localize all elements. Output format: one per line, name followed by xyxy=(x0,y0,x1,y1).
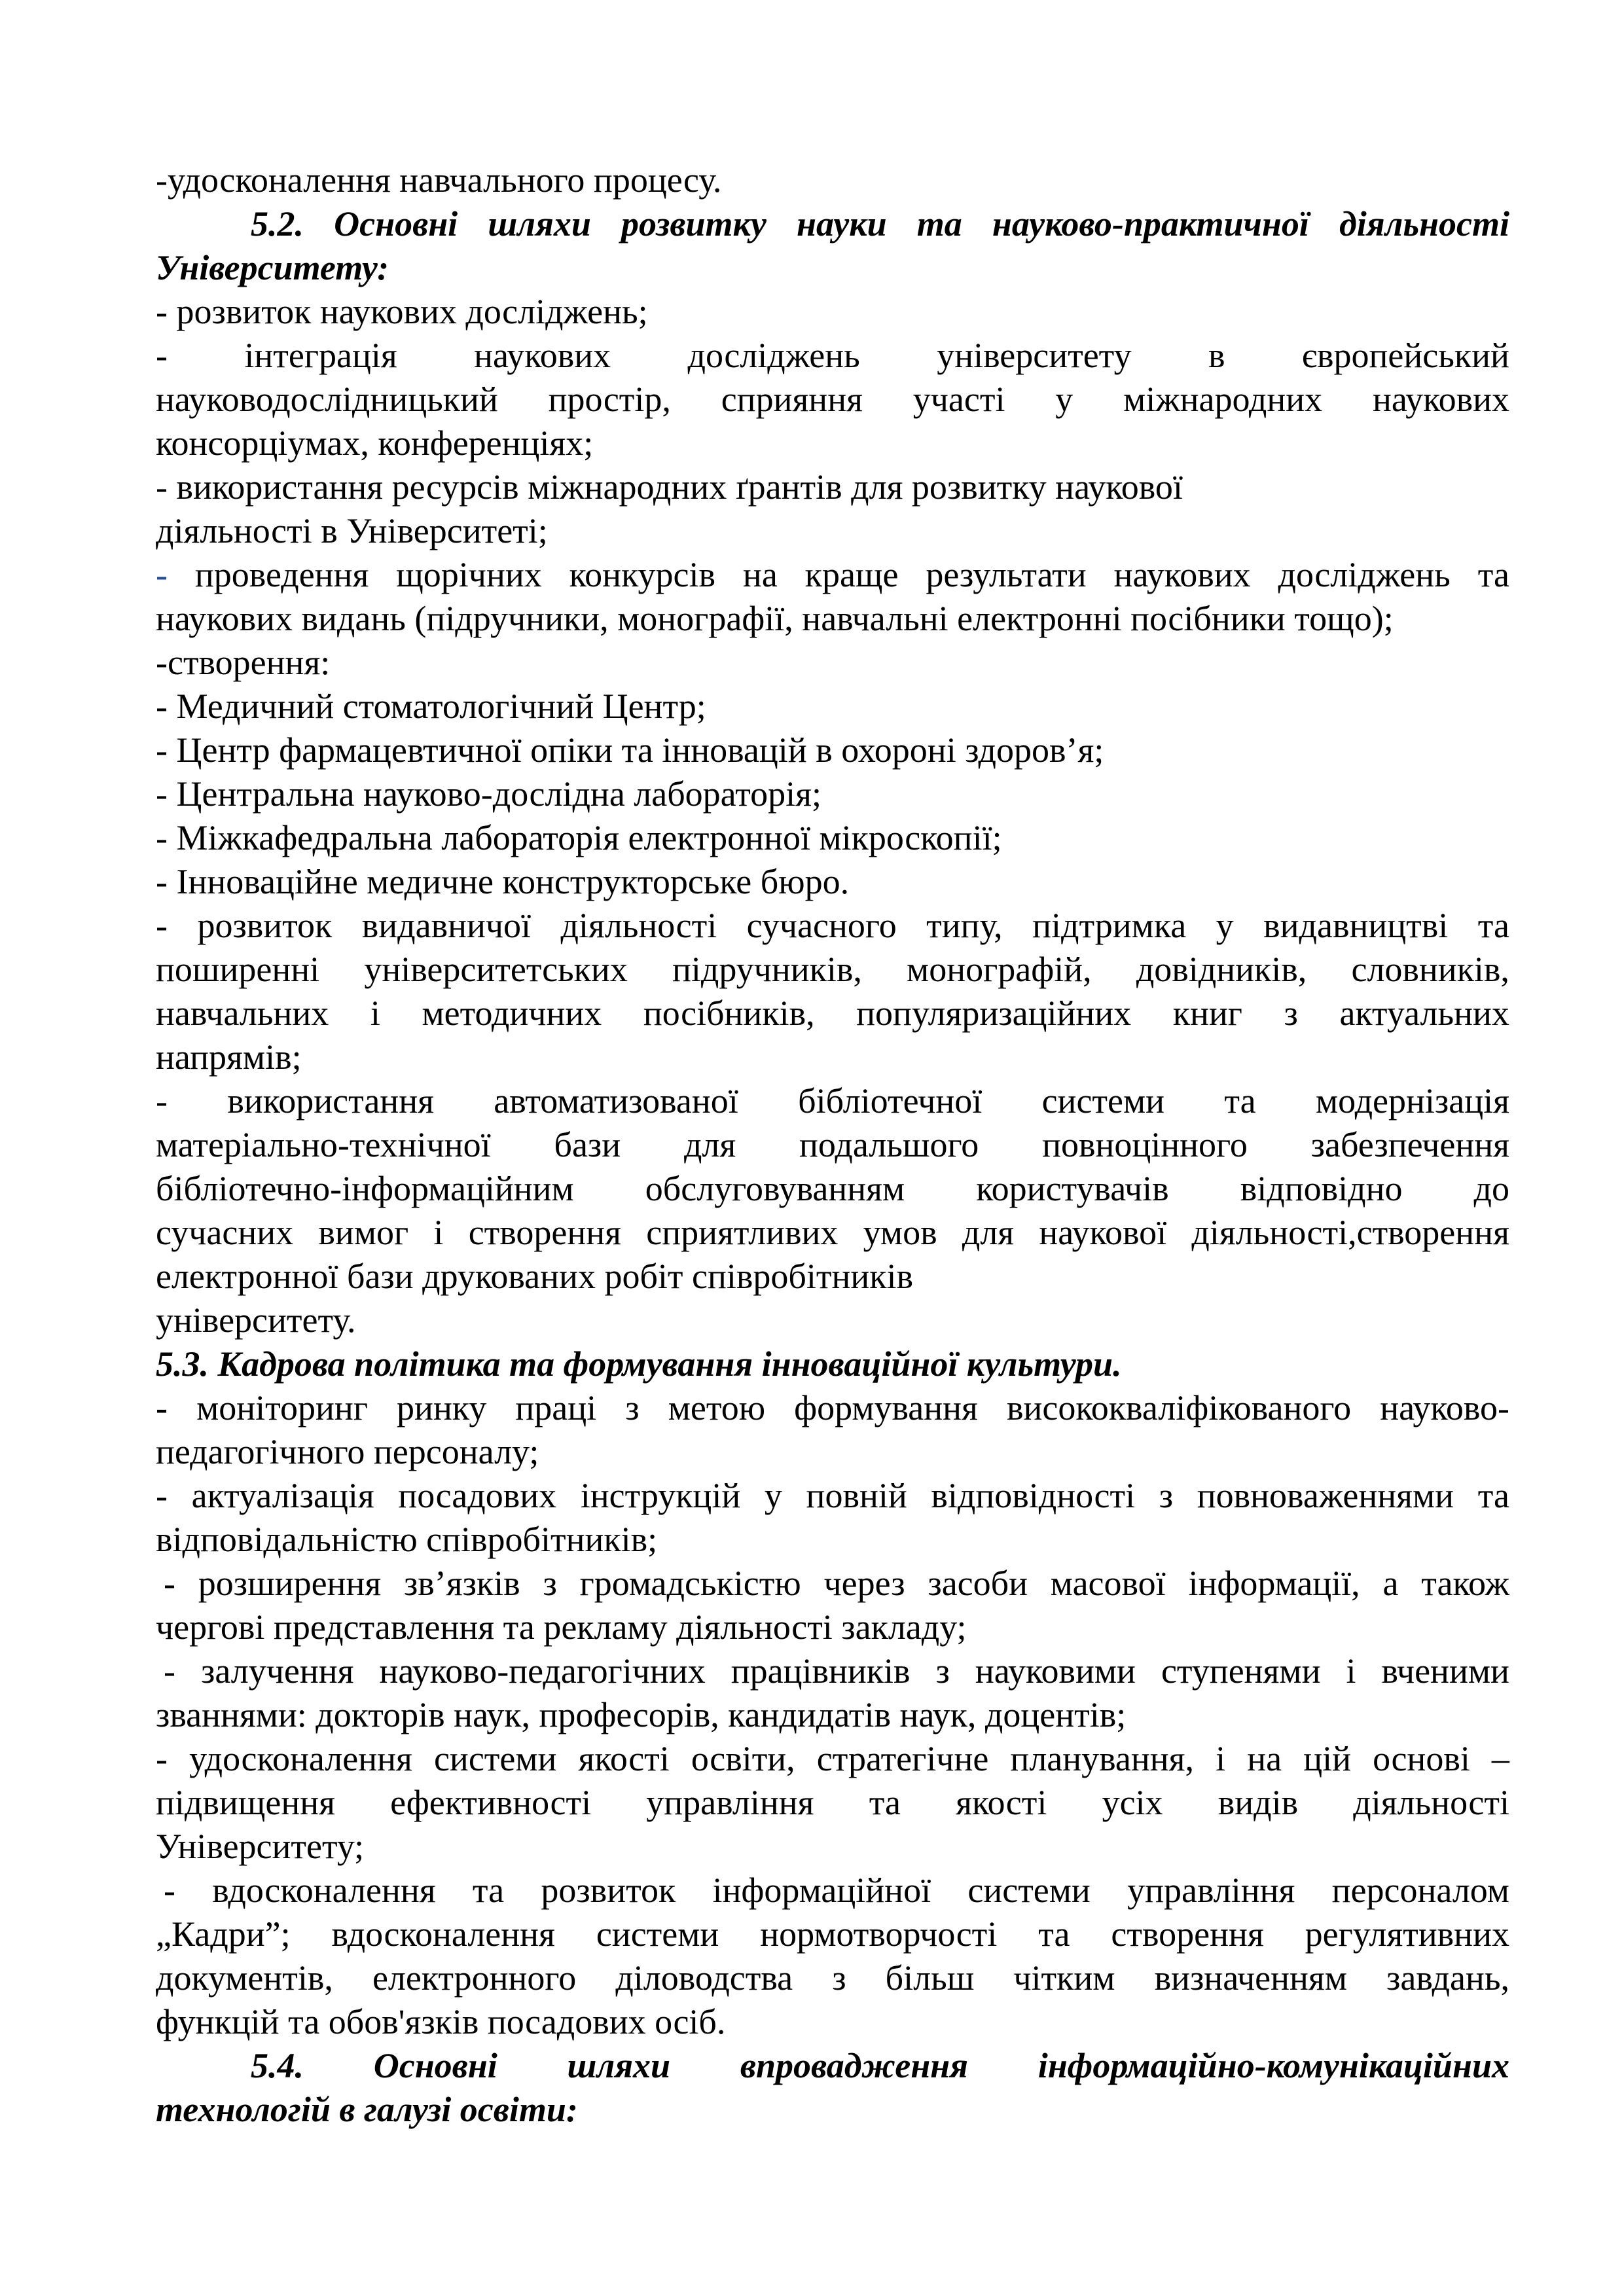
word: з xyxy=(832,1958,846,1998)
word: завдань, xyxy=(1386,1958,1509,1998)
word: міжнародних xyxy=(1123,380,1323,419)
text-line: відповідальністю співробітників; xyxy=(156,1520,658,1559)
word: ступенями xyxy=(1161,1651,1321,1691)
word: підручників, xyxy=(672,950,862,989)
word: інструкцій xyxy=(580,1476,741,1515)
word: проведення xyxy=(194,555,369,594)
word: розвиток xyxy=(541,1871,676,1910)
list-dash: - xyxy=(156,555,168,594)
word: науково- xyxy=(1380,1388,1509,1427)
word: і xyxy=(370,994,380,1033)
text-line xyxy=(156,948,1509,992)
word: та xyxy=(916,204,962,243)
word: актуальних xyxy=(1339,994,1509,1033)
text-line: званнями: докторів наук, професорів, кандидатів наук, доцентів; xyxy=(156,1695,1127,1734)
word: - xyxy=(156,1388,168,1427)
word: масової xyxy=(1050,1564,1166,1603)
word: університету xyxy=(937,336,1132,375)
word: - xyxy=(164,1651,175,1691)
word: та xyxy=(1477,555,1509,594)
text-line: педагогічного персоналу; xyxy=(156,1432,539,1471)
word: 5.4. xyxy=(251,2046,304,2085)
text-line xyxy=(156,992,1509,1035)
word: з xyxy=(935,1651,950,1691)
word: розвиток xyxy=(197,906,333,945)
word: - xyxy=(156,336,168,375)
word: та xyxy=(1477,906,1509,945)
word: для xyxy=(683,1125,736,1164)
word: науково-педагогічних xyxy=(379,1651,706,1691)
word: бази xyxy=(554,1125,621,1164)
word: до xyxy=(1473,1169,1509,1208)
word: а xyxy=(1382,1564,1399,1603)
text-line xyxy=(156,1211,1509,1255)
list-item: - Міжкафедральна лабораторія електронної мікроскопії; xyxy=(156,818,1002,857)
word: інформаційно-комунікаційних xyxy=(1038,2046,1509,2085)
word: впровадження xyxy=(740,2046,968,2085)
word: науководослідницький xyxy=(156,380,498,419)
word: щорічних xyxy=(396,555,542,594)
list-item xyxy=(156,334,1509,378)
list-item xyxy=(156,904,1509,948)
word: на xyxy=(1247,1739,1282,1778)
word: з xyxy=(1284,994,1298,1033)
word: засоби xyxy=(928,1564,1028,1603)
word: книг xyxy=(1172,994,1242,1033)
word: вимог xyxy=(318,1213,409,1252)
word: ефективності xyxy=(390,1783,592,1822)
list-item xyxy=(156,1562,1509,1605)
word: для xyxy=(962,1213,1015,1252)
word: досліджень xyxy=(1278,555,1451,594)
word: системи xyxy=(1041,1081,1165,1121)
word: 5.2. xyxy=(251,204,304,243)
word: простір, xyxy=(548,380,671,419)
word: ринку xyxy=(397,1388,487,1427)
word: вдосконалення xyxy=(331,1914,555,1954)
word: метою xyxy=(668,1388,766,1427)
text-line: діяльності в Університеті; xyxy=(156,511,548,550)
word: основі xyxy=(1373,1739,1470,1778)
list-item xyxy=(156,1474,1509,1518)
text-line: Університету; xyxy=(156,1827,365,1866)
word: шляхи xyxy=(567,2046,671,2085)
word: - xyxy=(156,1739,168,1778)
word: планування, xyxy=(1010,1739,1195,1778)
list-item: -створення: xyxy=(156,643,331,682)
word: та xyxy=(1477,1476,1509,1515)
word: науковими xyxy=(975,1651,1136,1691)
text-line: функцій та обов'язків посадових осіб. xyxy=(156,2002,726,2041)
word: видавничої xyxy=(361,906,532,945)
word: бібліотечно-інформаційним xyxy=(156,1169,574,1208)
word: конкурсів xyxy=(569,555,716,594)
word: системи xyxy=(967,1871,1091,1910)
word: сучасного xyxy=(746,906,897,945)
word: довідників, xyxy=(1136,950,1307,989)
word: навчальних xyxy=(156,994,329,1033)
word: популяризаційних xyxy=(856,994,1132,1033)
word: документів, xyxy=(156,1958,333,1998)
word: монографій, xyxy=(907,950,1092,989)
word: створення xyxy=(1111,1914,1264,1954)
list-item: - розвиток наукових досліджень; xyxy=(156,292,648,331)
word: також xyxy=(1421,1564,1509,1603)
word: і xyxy=(1346,1651,1356,1691)
word: відповідно xyxy=(1240,1169,1403,1208)
list-item: - Медичний стоматологічний Центр; xyxy=(156,687,706,726)
text-line xyxy=(156,1912,1509,1956)
list-item xyxy=(156,1869,1509,1912)
word: користувачів xyxy=(976,1169,1169,1208)
word: наукових xyxy=(1372,380,1509,419)
word: моніторинг xyxy=(196,1388,368,1427)
word: регулятивних xyxy=(1305,1914,1509,1954)
list-item: - Інноваційне медичне конструкторське бюро. xyxy=(156,862,850,901)
word: залучення xyxy=(200,1651,354,1691)
word: та xyxy=(1224,1081,1256,1121)
word: у xyxy=(1055,380,1074,419)
word: цій xyxy=(1303,1739,1352,1778)
word: діяльності xyxy=(1353,1783,1509,1822)
word: бібліотечної xyxy=(798,1081,983,1121)
word: поширенні xyxy=(156,950,320,989)
word: - xyxy=(164,1564,175,1603)
word: вдосконалення xyxy=(212,1871,436,1910)
list-item xyxy=(156,553,1509,597)
text-line xyxy=(156,378,1509,422)
document-page xyxy=(156,158,1509,2132)
word: управління xyxy=(1127,1871,1295,1910)
word: умов xyxy=(863,1213,937,1252)
word: інформаційної xyxy=(712,1871,931,1910)
word: університетських xyxy=(364,950,628,989)
word: в xyxy=(1208,336,1225,375)
word: науково-практичної xyxy=(992,204,1309,243)
word: з xyxy=(1159,1476,1174,1515)
section-heading-5-2 xyxy=(156,202,1509,246)
word: досліджень xyxy=(687,336,860,375)
text-line xyxy=(156,1123,1509,1167)
word: інтеграція xyxy=(244,336,397,375)
word: системи xyxy=(433,1739,557,1778)
word: формування xyxy=(794,1388,978,1427)
list-item xyxy=(156,1649,1509,1693)
word: відповідності xyxy=(931,1476,1136,1515)
list-item: - Центральна науково-дослідна лабораторія; xyxy=(156,774,821,814)
text-line: електронної бази друкованих робіт співробітників xyxy=(156,1257,913,1296)
word: системи xyxy=(596,1914,719,1954)
word: громадськістю xyxy=(579,1564,801,1603)
word: типу, xyxy=(926,906,1003,945)
text-line xyxy=(156,1781,1509,1825)
section-heading-5-4-end: технологій в галузі освіти: xyxy=(156,2090,578,2129)
word: видів xyxy=(1218,1783,1299,1822)
word: наукової xyxy=(1039,1213,1167,1252)
word: та xyxy=(472,1871,505,1910)
word: якості xyxy=(578,1739,670,1778)
word: і xyxy=(433,1213,444,1252)
word: на xyxy=(742,555,778,594)
word: науки xyxy=(796,204,887,243)
word: створення xyxy=(468,1213,621,1252)
word: розвитку xyxy=(621,204,767,243)
word: удосконалення xyxy=(189,1739,412,1778)
word: повній xyxy=(806,1476,907,1515)
word: повноваженнями xyxy=(1197,1476,1454,1515)
list-item xyxy=(156,1737,1509,1781)
word: використання xyxy=(227,1081,434,1121)
word: шляхи xyxy=(488,204,591,243)
section-heading-5-4 xyxy=(156,2044,1509,2088)
word: інформації, xyxy=(1188,1564,1360,1603)
word: з xyxy=(625,1388,640,1427)
word: більш xyxy=(885,1958,975,1998)
word: діяльності,створення xyxy=(1191,1213,1509,1252)
text-line: -удосконалення навчального процесу. xyxy=(156,160,722,200)
word: забезпечення xyxy=(1310,1125,1509,1164)
word: усіх xyxy=(1102,1783,1163,1822)
text-line xyxy=(156,1167,1509,1211)
word: участі xyxy=(912,380,1005,419)
word: підвищення xyxy=(156,1783,335,1822)
word: подальшого xyxy=(799,1125,979,1164)
word: через xyxy=(823,1564,905,1603)
word: Основні xyxy=(334,204,458,243)
text-line: напрямів; xyxy=(156,1037,302,1077)
word: європейський xyxy=(1301,336,1509,375)
word: чітким xyxy=(1013,1958,1115,1998)
list-item: - використання ресурсів міжнародних ґрантів для розвитку наукової xyxy=(156,467,1183,507)
text-line: університету. xyxy=(156,1300,356,1340)
word: якості xyxy=(956,1783,1047,1822)
word: - xyxy=(156,1081,168,1121)
word: Основні xyxy=(373,2046,497,2085)
word: модернізація xyxy=(1315,1081,1509,1121)
word: краще xyxy=(804,555,899,594)
word: автоматизованої xyxy=(494,1081,738,1121)
word: у xyxy=(764,1476,782,1515)
word: у xyxy=(1216,906,1234,945)
word: висококваліфікованого xyxy=(1006,1388,1352,1427)
word: посадових xyxy=(398,1476,557,1515)
word: і xyxy=(1216,1739,1226,1778)
word: стратегічне xyxy=(816,1739,989,1778)
list-item xyxy=(156,1079,1509,1123)
word: результати xyxy=(926,555,1087,594)
word: підтримка xyxy=(1032,906,1187,945)
word: освіти, xyxy=(691,1739,795,1778)
word: видавництві xyxy=(1263,906,1449,945)
word: сприятливих xyxy=(646,1213,839,1252)
word: праці xyxy=(515,1388,597,1427)
word: персоналом xyxy=(1331,1871,1509,1910)
word: методичних xyxy=(422,994,602,1033)
list-item: - Центр фармацевтичної опіки та інновацій в охороні здоров’я; xyxy=(156,730,1104,770)
word: актуалізація xyxy=(191,1476,374,1515)
word: зв’язків xyxy=(403,1564,520,1603)
word: вченими xyxy=(1381,1651,1509,1691)
text-line: консорціумах, конференціях; xyxy=(156,423,594,463)
word: „Кадри”; xyxy=(156,1914,291,1954)
word: сприяння xyxy=(721,380,863,419)
word: обслуговуванням xyxy=(645,1169,905,1208)
word: наукових xyxy=(1113,555,1251,594)
word: сучасних xyxy=(156,1213,294,1252)
word: управління xyxy=(646,1783,814,1822)
word: нормотворчості xyxy=(760,1914,998,1954)
word: та xyxy=(1038,1914,1070,1954)
word: та xyxy=(869,1783,901,1822)
word: працівників xyxy=(731,1651,911,1691)
word: з xyxy=(543,1564,557,1603)
word: – xyxy=(1491,1739,1509,1778)
word: - xyxy=(156,1476,168,1515)
word: діяльності xyxy=(560,906,717,945)
text-line: наукових видань (підручники, монографії, навчальні електронні посібники тощо); xyxy=(156,599,1394,638)
word: визначенням xyxy=(1154,1958,1347,1998)
word: - xyxy=(164,1871,175,1910)
word: матеріально-технічної xyxy=(156,1125,491,1164)
word: розширення xyxy=(198,1564,382,1603)
word: наукових xyxy=(474,336,611,375)
word: діловодства xyxy=(615,1958,793,1998)
word: словників, xyxy=(1351,950,1509,989)
word: - xyxy=(156,906,168,945)
list-item xyxy=(156,1386,1509,1430)
word: діяльності xyxy=(1339,204,1509,243)
text-line: чергові представлення та рекламу діяльності закладу; xyxy=(156,1607,967,1647)
word: електронного xyxy=(372,1958,577,1998)
section-heading-5-3: 5.3. Кадрова політика та формування інноваційної культури. xyxy=(156,1344,1122,1384)
section-heading-5-2-end: Університету: xyxy=(156,248,389,287)
text-line xyxy=(156,1956,1509,2000)
word: повноцінного xyxy=(1042,1125,1248,1164)
word: посібників, xyxy=(643,994,815,1033)
